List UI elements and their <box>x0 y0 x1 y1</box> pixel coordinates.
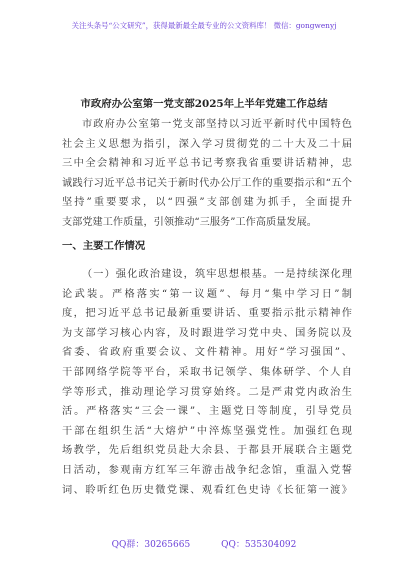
text-line: 干部网络学院等平台，采取书记领学、集体研学、个人自 <box>62 366 352 378</box>
text-line: 三中全会精神和习近平总书记考察我省重要讲话精神，忠 <box>62 158 352 170</box>
text-line: 词、聆听红色历史微党课、观看红色史诗《长征第一渡》 <box>62 484 352 496</box>
footer-contact <box>0 537 408 550</box>
text-line: 场教学，先后组织党员赴大余县、于都县开展联合主题党 <box>62 445 352 457</box>
text-line: 市政府办公室第一党支部坚持以习近平新时代中国特色 <box>82 119 352 130</box>
text-line: 学等形式，推动理论学习贯穿始终。二是严肃党内政治生 <box>62 386 352 398</box>
footer-qq: QQ：535304092 <box>221 540 297 550</box>
text-line: （一）强化政治建设，筑牢思想根基。一是持续深化理 <box>82 269 352 280</box>
text-line: 日活动，参观南方红军三年游击战争纪念馆，重温入党誓 <box>62 464 352 476</box>
text-line: 诚践行习近平总书记关于新时代办公厅工作的重要指示和“五个 <box>62 177 352 189</box>
text-line: 支部党建工作质量，引领推动“三服务”工作高质量发展。 <box>62 216 317 228</box>
text-line: 坚持”重要要求，以“四强”支部创建为抓手，全面提升 <box>62 197 352 209</box>
text-line: 省委、省政府重要会议、文件精神。用好“学习强国”、 <box>62 347 352 359</box>
section-heading: 一、主要工作情况 <box>62 240 146 252</box>
text-line: 干部在组织生活“大熔炉”中淬炼坚强党性。加强红色现 <box>62 425 352 437</box>
text-line: 活。严格落实“三会一课”、主题党日等制度，引导党员 <box>62 406 352 418</box>
text-line: 论武装。严格落实“第一议题”、每月“集中学习日”制 <box>62 288 352 300</box>
footer-qq-group: QQ群：30265665 <box>111 540 191 550</box>
text-line: 社会主义思想为指引，深入学习贯彻党的二十大及二十届 <box>62 138 352 150</box>
header-banner: 关注头条号“公文研究”，获得最新最全最专业的公文资料库！ 微信：gongwenyj <box>71 21 337 30</box>
intro-paragraph <box>62 115 352 233</box>
body-paragraph <box>62 265 352 500</box>
text-line: 度，把习近平总书记最新重要讲话、重要指示批示精神作 <box>62 308 352 320</box>
document-title: 市政府办公室第一党支部2025年上半年党建工作总结 <box>80 98 328 110</box>
text-line: 为支部学习核心内容，及时跟进学习党中央、国务院以及 <box>62 327 352 339</box>
